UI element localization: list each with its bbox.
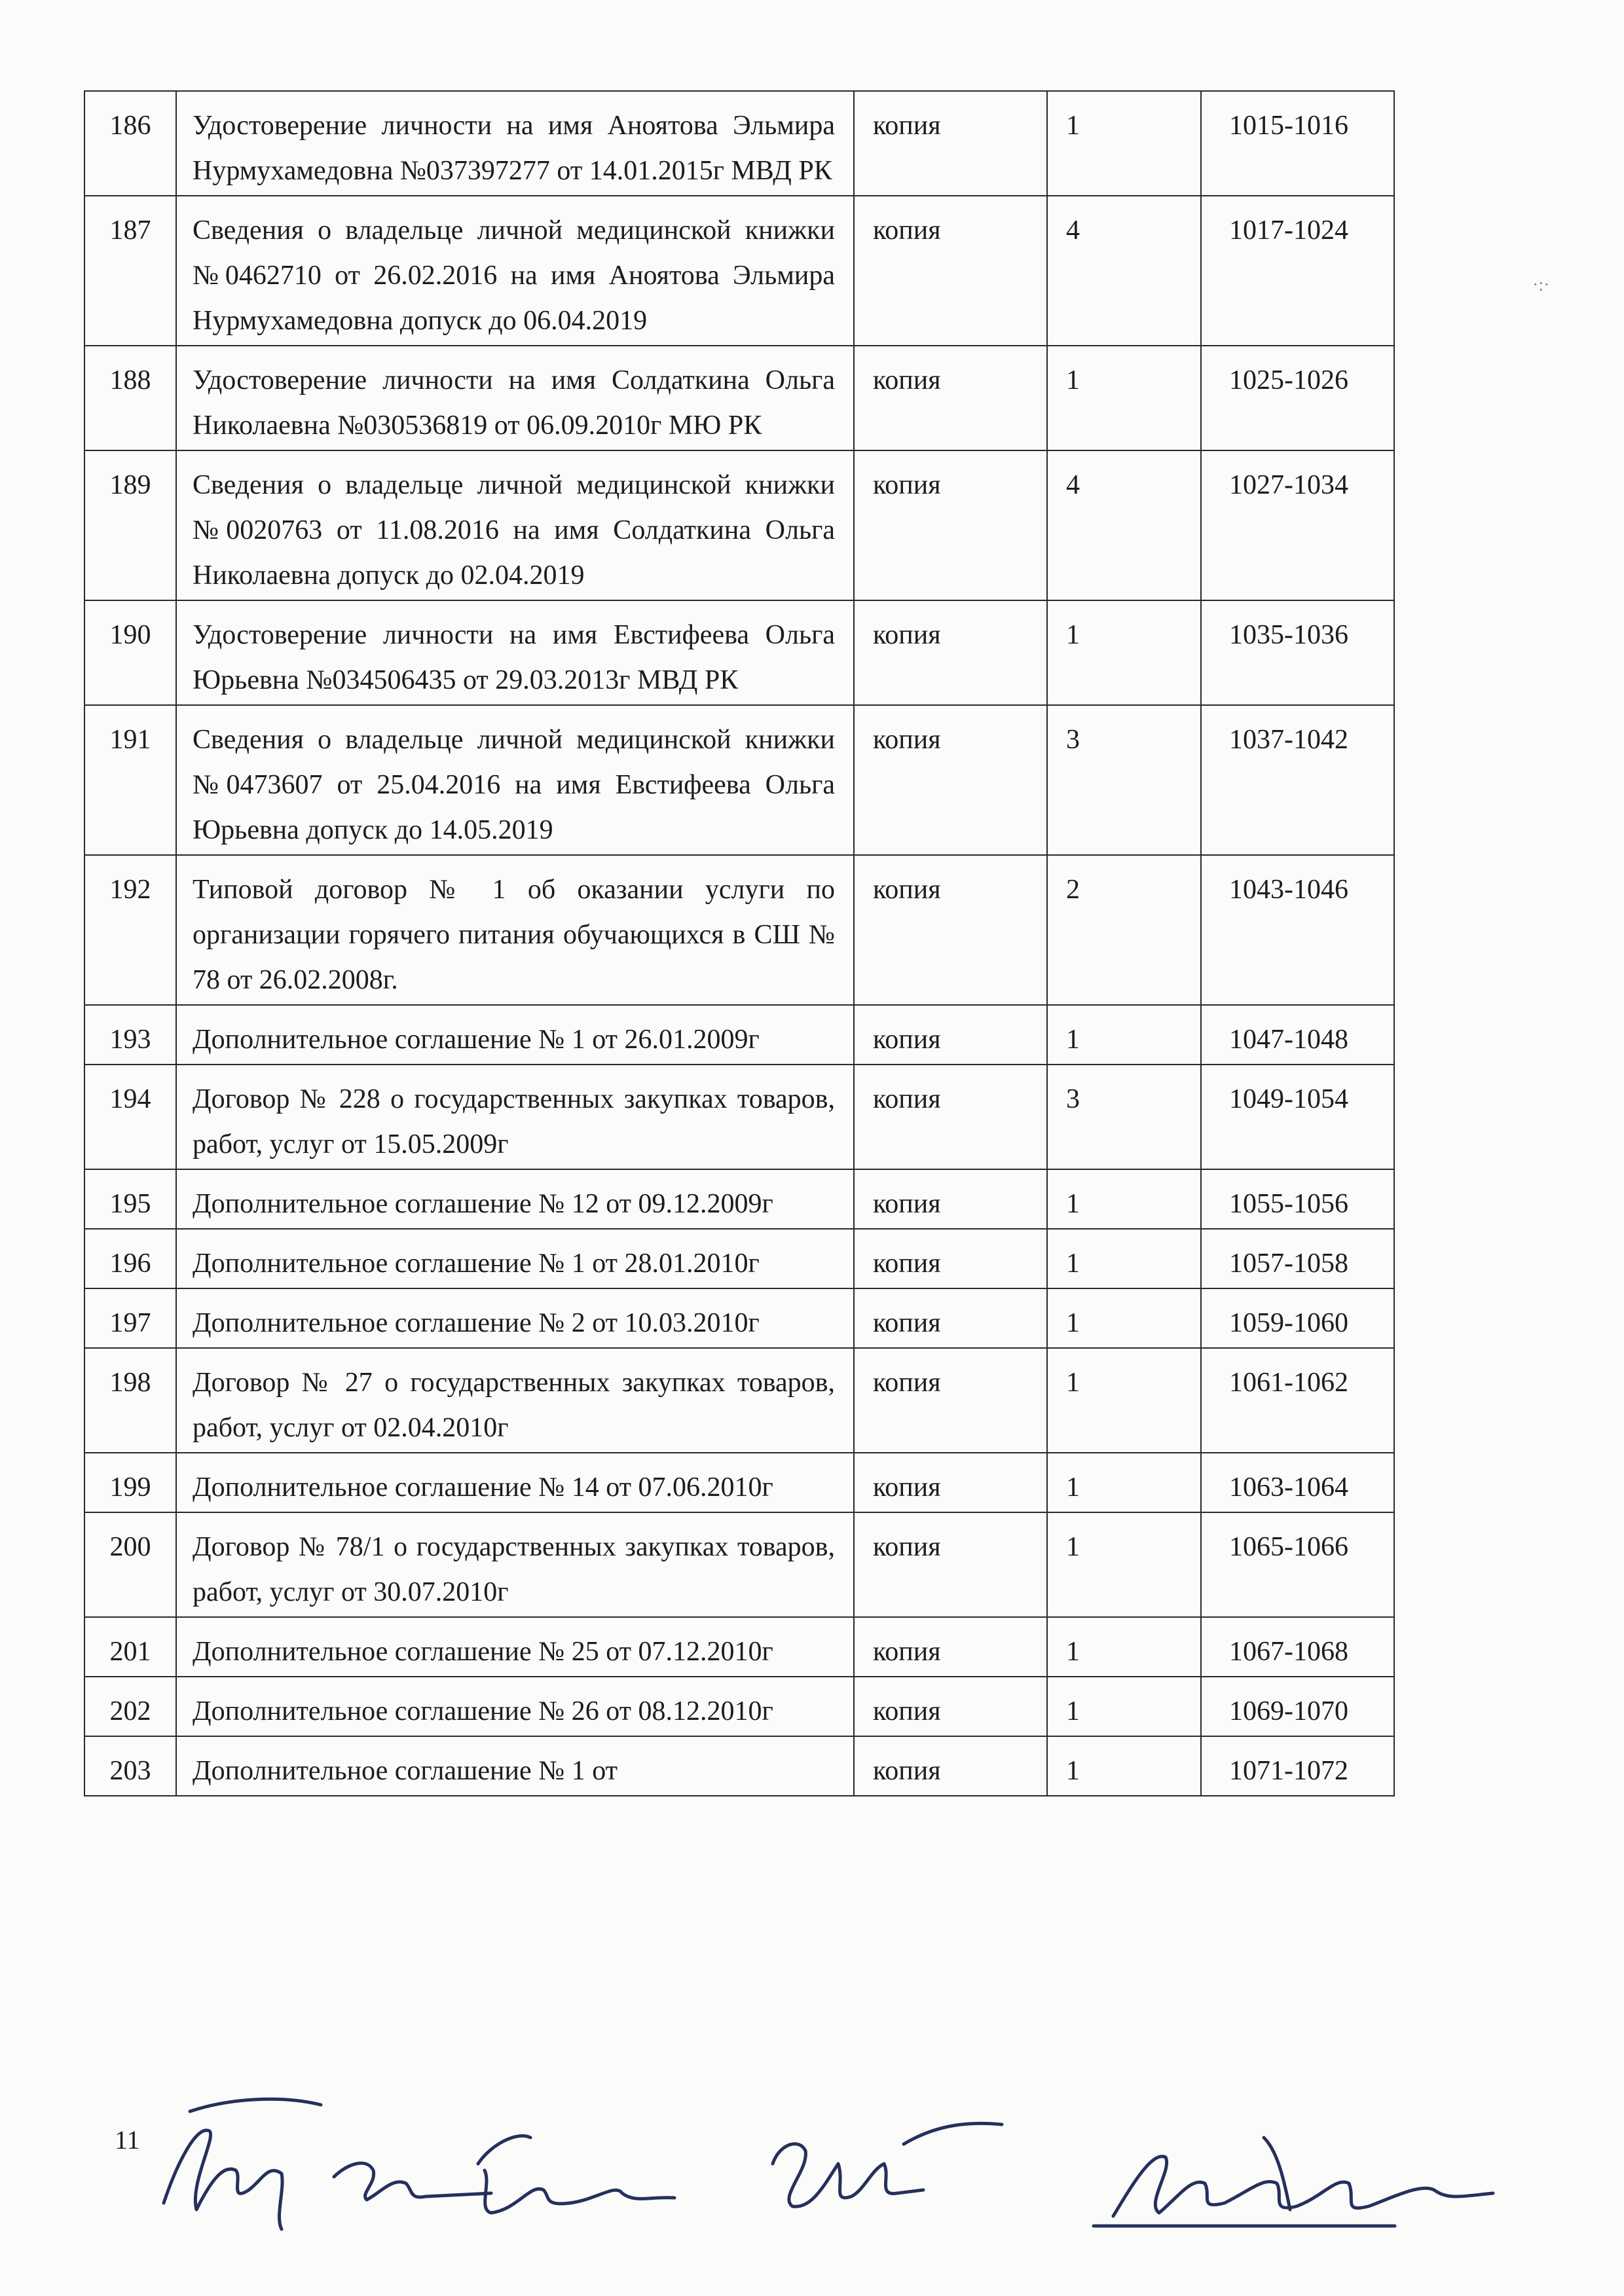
page-range-cell: 1025-1026	[1201, 346, 1394, 450]
document-description-cell: Сведения о владельце личной медицинской книжки №0462710 от 26.02.2016 на имя Аноятова Эльмира Нурмухамедовна допуск до 06.04.2019	[176, 196, 854, 346]
sheet-count-cell: 1	[1047, 346, 1201, 450]
page-range-cell: 1067-1068	[1201, 1617, 1394, 1677]
copy-type-cell: копия	[854, 855, 1047, 1005]
row-number-cell: 201	[84, 1617, 176, 1677]
signature-1	[164, 2099, 321, 2229]
document-description-cell: Дополнительное соглашение № 26 от 08.12.2010г	[176, 1677, 854, 1736]
page-range-cell: 1055-1056	[1201, 1169, 1394, 1229]
sheet-count-cell: 2	[1047, 855, 1201, 1005]
table-row	[84, 600, 1394, 705]
document-description-cell: Удостоверение личности на имя Евстифеева Ольга Юрьевна №034506435 от 29.03.2013г МВД РК	[176, 600, 854, 705]
copy-type-cell: копия	[854, 1229, 1047, 1288]
sheet-count-cell: 1	[1047, 1617, 1201, 1677]
row-number-cell: 195	[84, 1169, 176, 1229]
page-range-cell: 1043-1046	[1201, 855, 1394, 1005]
copy-type-cell: копия	[854, 600, 1047, 705]
document-description-cell: Дополнительное соглашение № 12 от 09.12.2009г	[176, 1169, 854, 1229]
row-number-cell: 199	[84, 1453, 176, 1512]
row-number-cell: 187	[84, 196, 176, 346]
document-description-cell: Договор № 228 о государственных закупках товаров, работ, услуг от 15.05.2009г	[176, 1065, 854, 1169]
row-number-cell: 197	[84, 1288, 176, 1348]
table-row	[84, 1288, 1394, 1348]
page-range-cell: 1069-1070	[1201, 1677, 1394, 1736]
page-range-cell: 1015-1016	[1201, 91, 1394, 196]
page-range-cell: 1047-1048	[1201, 1005, 1394, 1065]
sheet-count-cell: 1	[1047, 1229, 1201, 1288]
document-description-cell: Договор № 27 о государственных закупках товаров, работ, услуг от 02.04.2010г	[176, 1348, 854, 1453]
table-body	[84, 91, 1394, 1796]
copy-type-cell: копия	[854, 1348, 1047, 1453]
page-number: 11	[115, 2125, 140, 2155]
sheet-count-cell: 3	[1047, 1065, 1201, 1169]
document-description-cell: Договор № 78/1 о государственных закупках товаров, работ, услуг от 30.07.2010г	[176, 1512, 854, 1617]
row-number-cell: 196	[84, 1229, 176, 1288]
document-description-cell: Удостоверение личности на имя Солдаткина Ольга Николаевна №030536819 от 06.09.2010г МЮ РК	[176, 346, 854, 450]
row-number-cell: 203	[84, 1736, 176, 1796]
signature-4	[773, 2123, 1002, 2206]
row-number-cell: 191	[84, 705, 176, 855]
table-row	[84, 1617, 1394, 1677]
document-description-cell: Сведения о владельце личной медицинской книжки №0473607 от 25.04.2016 на имя Евстифеева Ольга Юрьевна допуск до 14.05.2019	[176, 705, 854, 855]
row-number-cell: 192	[84, 855, 176, 1005]
copy-type-cell: копия	[854, 1453, 1047, 1512]
signature-3	[478, 2136, 674, 2213]
sheet-count-cell: 1	[1047, 1005, 1201, 1065]
signatures-image	[151, 2085, 1559, 2269]
sheet-count-cell: 1	[1047, 1348, 1201, 1453]
document-description-cell: Дополнительное соглашение № 14 от 07.06.2010г	[176, 1453, 854, 1512]
signature-5	[1094, 2138, 1493, 2226]
row-number-cell: 193	[84, 1005, 176, 1065]
sheet-count-cell: 1	[1047, 600, 1201, 705]
table-row	[84, 1453, 1394, 1512]
row-number-cell: 189	[84, 450, 176, 600]
sheet-count-cell: 1	[1047, 1736, 1201, 1796]
table-row	[84, 1736, 1394, 1796]
page-range-cell: 1061-1062	[1201, 1348, 1394, 1453]
document-description-cell: Дополнительное соглашение № 1 от 28.01.2010г	[176, 1229, 854, 1288]
table-row	[84, 1065, 1394, 1169]
page-range-cell: 1027-1034	[1201, 450, 1394, 600]
sheet-count-cell: 1	[1047, 91, 1201, 196]
page-range-cell: 1071-1072	[1201, 1736, 1394, 1796]
sheet-count-cell: 1	[1047, 1677, 1201, 1736]
document-description-cell: Дополнительное соглашение № 1 от 26.01.2009г	[176, 1005, 854, 1065]
row-number-cell: 200	[84, 1512, 176, 1617]
sheet-count-cell: 3	[1047, 705, 1201, 855]
copy-type-cell: копия	[854, 1288, 1047, 1348]
table-row	[84, 91, 1394, 196]
sheet-count-cell: 4	[1047, 450, 1201, 600]
row-number-cell: 188	[84, 346, 176, 450]
copy-type-cell: копия	[854, 1512, 1047, 1617]
page-range-cell: 1059-1060	[1201, 1288, 1394, 1348]
row-number-cell: 202	[84, 1677, 176, 1736]
table-row	[84, 855, 1394, 1005]
document-description-cell: Дополнительное соглашение № 25 от 07.12.2010г	[176, 1617, 854, 1677]
document-description-cell: Удостоверение личности на имя Аноятова Эльмира Нурмухамедовна №037397277 от 14.01.2015г МВД РК	[176, 91, 854, 196]
row-number-cell: 198	[84, 1348, 176, 1453]
copy-type-cell: копия	[854, 1677, 1047, 1736]
table-row	[84, 1677, 1394, 1736]
copy-type-cell: копия	[854, 450, 1047, 600]
sheet-count-cell: 1	[1047, 1169, 1201, 1229]
document-table	[84, 90, 1395, 1796]
scan-mark: ·:·	[1532, 275, 1550, 295]
page-range-cell: 1017-1024	[1201, 196, 1394, 346]
signature-2	[334, 2163, 491, 2200]
table-row	[84, 1229, 1394, 1288]
sheet-count-cell: 1	[1047, 1453, 1201, 1512]
table-row	[84, 1005, 1394, 1065]
sheet-count-cell: 1	[1047, 1288, 1201, 1348]
page-range-cell: 1065-1066	[1201, 1512, 1394, 1617]
copy-type-cell: копия	[854, 1169, 1047, 1229]
page-range-cell: 1037-1042	[1201, 705, 1394, 855]
copy-type-cell: копия	[854, 91, 1047, 196]
copy-type-cell: копия	[854, 1005, 1047, 1065]
document-description-cell: Сведения о владельце личной медицинской книжки №0020763 от 11.08.2016 на имя Солдаткина Ольга Николаевна допуск до 02.04.2019	[176, 450, 854, 600]
document-description-cell: Дополнительное соглашение № 1 от	[176, 1736, 854, 1796]
copy-type-cell: копия	[854, 346, 1047, 450]
document-description-cell: Дополнительное соглашение № 2 от 10.03.2010г	[176, 1288, 854, 1348]
page-range-cell: 1063-1064	[1201, 1453, 1394, 1512]
copy-type-cell: копия	[854, 196, 1047, 346]
copy-type-cell: копия	[854, 1617, 1047, 1677]
table-row	[84, 450, 1394, 600]
table-row	[84, 705, 1394, 855]
table-row	[84, 1348, 1394, 1453]
copy-type-cell: копия	[854, 705, 1047, 855]
page-range-cell: 1049-1054	[1201, 1065, 1394, 1169]
table-row	[84, 1512, 1394, 1617]
table-row	[84, 346, 1394, 450]
row-number-cell: 186	[84, 91, 176, 196]
page-range-cell: 1057-1058	[1201, 1229, 1394, 1288]
row-number-cell: 194	[84, 1065, 176, 1169]
table-row	[84, 196, 1394, 346]
document-description-cell: Типовой договор № 1 об оказании услуги по организации горячего питания обучающихся в СШ № 78 от 26.02.2008г.	[176, 855, 854, 1005]
row-number-cell: 190	[84, 600, 176, 705]
page-range-cell: 1035-1036	[1201, 600, 1394, 705]
table-row	[84, 1169, 1394, 1229]
copy-type-cell: копия	[854, 1736, 1047, 1796]
sheet-count-cell: 4	[1047, 196, 1201, 346]
sheet-count-cell: 1	[1047, 1512, 1201, 1617]
copy-type-cell: копия	[854, 1065, 1047, 1169]
